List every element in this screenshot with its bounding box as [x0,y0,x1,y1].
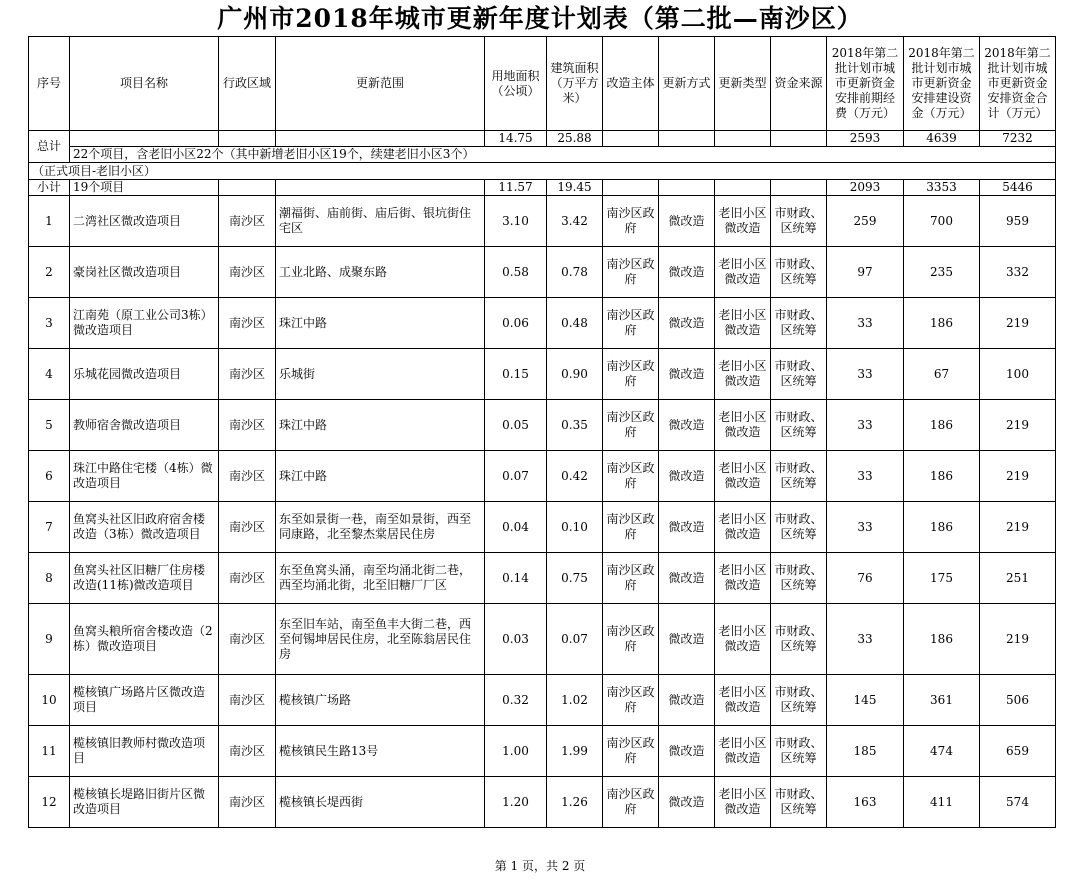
row-total-fund: 100 [980,349,1056,400]
row-construction-fund: 186 [904,298,980,349]
row-fund-source: 市财政、区统筹 [771,400,827,451]
row-district: 南沙区 [219,553,276,604]
row-prelim-fund: 76 [827,553,904,604]
row-total-fund: 506 [980,675,1056,726]
row-type: 老旧小区微改造 [715,675,771,726]
row-land-area: 1.00 [485,726,547,777]
row-prelim-fund: 33 [827,451,904,502]
table-row [29,247,1056,298]
row-total-fund: 219 [980,502,1056,553]
row-subject: 南沙区政府 [603,196,659,247]
row-scope: 珠江中路 [276,451,485,502]
table-row [29,553,1056,604]
row-subject: 南沙区政府 [603,349,659,400]
row-total-fund: 219 [980,451,1056,502]
row-method: 微改造 [659,502,715,553]
row-building-area: 1.02 [547,675,603,726]
row-construction-fund: 175 [904,553,980,604]
row-fund-source: 市财政、区统筹 [771,502,827,553]
total-building-area: 25.88 [547,131,603,147]
row-no: 12 [29,777,70,828]
header-construction-fund: 2018年第二批计划市城市更新资金安排建设资金（万元） [904,37,980,131]
table-row [29,675,1056,726]
row-district: 南沙区 [219,451,276,502]
row-building-area: 0.07 [547,604,603,675]
row-method: 微改造 [659,349,715,400]
header-scope: 更新范围 [276,37,485,131]
row-fund-source: 市财政、区统筹 [771,675,827,726]
row-scope: 榄核镇广场路 [276,675,485,726]
subtotal-land-area: 11.57 [485,180,547,196]
row-no: 1 [29,196,70,247]
row-construction-fund: 411 [904,777,980,828]
row-scope: 珠江中路 [276,400,485,451]
row-fund-source: 市财政、区统筹 [771,604,827,675]
row-name: 榄核镇长堤路旧街片区微改造项目 [70,777,219,828]
row-fund-source: 市财政、区统筹 [771,553,827,604]
row-prelim-fund: 145 [827,675,904,726]
row-district: 南沙区 [219,502,276,553]
row-district: 南沙区 [219,726,276,777]
row-name: 豪岗社区微改造项目 [70,247,219,298]
row-construction-fund: 361 [904,675,980,726]
row-land-area: 0.03 [485,604,547,675]
row-name: 乐城花园微改造项目 [70,349,219,400]
row-land-area: 0.04 [485,502,547,553]
row-type: 老旧小区微改造 [715,726,771,777]
table-row [29,196,1056,247]
row-no: 5 [29,400,70,451]
row-district: 南沙区 [219,247,276,298]
subtotal-construction-fund: 3353 [904,180,980,196]
row-method: 微改造 [659,675,715,726]
row-prelim-fund: 33 [827,298,904,349]
row-construction-fund: 235 [904,247,980,298]
row-district: 南沙区 [219,349,276,400]
row-scope: 东至旧车站，南至鱼丰大街二巷，西至何锡坤居民住房，北至陈翁居民住房 [276,604,485,675]
row-land-area: 1.20 [485,777,547,828]
row-building-area: 0.10 [547,502,603,553]
header-building-area: 建筑面积（万平方米） [547,37,603,131]
row-prelim-fund: 33 [827,604,904,675]
row-type: 老旧小区微改造 [715,604,771,675]
header-prelim-fund: 2018年第二批计划市城市更新资金安排前期经费（万元） [827,37,904,131]
row-district: 南沙区 [219,604,276,675]
plan-table [28,36,1056,828]
row-construction-fund: 186 [904,502,980,553]
row-land-area: 0.07 [485,451,547,502]
row-building-area: 1.26 [547,777,603,828]
row-scope: 潮福街、庙前街、庙后街、银坑街住宅区 [276,196,485,247]
row-no: 6 [29,451,70,502]
header-subject: 改造主体 [603,37,659,131]
row-scope: 东至如景街一巷，南至如景街，西至同康路，北至黎杰棠居民住房 [276,502,485,553]
row-prelim-fund: 259 [827,196,904,247]
page-footer: 第 1 页，共 2 页 [494,859,586,873]
row-type: 老旧小区微改造 [715,349,771,400]
row-method: 微改造 [659,777,715,828]
row-land-area: 0.14 [485,553,547,604]
row-prelim-fund: 33 [827,400,904,451]
row-subject: 南沙区政府 [603,726,659,777]
row-total-fund: 219 [980,298,1056,349]
total-prelim-fund: 2593 [827,131,904,147]
header-land-area: 用地面积（公顷） [485,37,547,131]
total-note-row [29,147,1056,163]
row-method: 微改造 [659,196,715,247]
row-building-area: 3.42 [547,196,603,247]
section-row [29,163,1056,180]
header-total-fund: 2018年第二批计划市城市更新资金安排资金合计（万元） [980,37,1056,131]
table-row [29,777,1056,828]
row-building-area: 0.35 [547,400,603,451]
row-subject: 南沙区政府 [603,502,659,553]
row-land-area: 3.10 [485,196,547,247]
row-district: 南沙区 [219,777,276,828]
row-subject: 南沙区政府 [603,553,659,604]
row-district: 南沙区 [219,400,276,451]
subtotal-prelim-fund: 2093 [827,180,904,196]
row-type: 老旧小区微改造 [715,553,771,604]
row-land-area: 0.32 [485,675,547,726]
row-subject: 南沙区政府 [603,400,659,451]
row-type: 老旧小区微改造 [715,196,771,247]
row-type: 老旧小区微改造 [715,451,771,502]
row-land-area: 0.58 [485,247,547,298]
subtotal-building-area: 19.45 [547,180,603,196]
table-row [29,400,1056,451]
row-fund-source: 市财政、区统筹 [771,196,827,247]
row-name: 二湾社区微改造项目 [70,196,219,247]
row-land-area: 0.06 [485,298,547,349]
row-no: 10 [29,675,70,726]
row-name: 鱼窝头粮所宿舍楼改造（2栋）微改造项目 [70,604,219,675]
total-total-fund: 7232 [980,131,1056,147]
row-construction-fund: 186 [904,451,980,502]
row-total-fund: 332 [980,247,1056,298]
row-type: 老旧小区微改造 [715,502,771,553]
row-type: 老旧小区微改造 [715,247,771,298]
row-prelim-fund: 33 [827,502,904,553]
total-label: 总计 [29,131,70,163]
row-no: 11 [29,726,70,777]
header-no: 序号 [29,37,70,131]
row-name: 教师宿舍微改造项目 [70,400,219,451]
table-row [29,298,1056,349]
row-district: 南沙区 [219,196,276,247]
row-total-fund: 959 [980,196,1056,247]
row-fund-source: 市财政、区统筹 [771,451,827,502]
table-row [29,349,1056,400]
row-type: 老旧小区微改造 [715,298,771,349]
row-scope: 榄核镇长堤西街 [276,777,485,828]
row-scope: 榄核镇民生路13号 [276,726,485,777]
row-construction-fund: 474 [904,726,980,777]
row-district: 南沙区 [219,298,276,349]
total-construction-fund: 4639 [904,131,980,147]
row-no: 8 [29,553,70,604]
row-no: 2 [29,247,70,298]
header-district: 行政区域 [219,37,276,131]
row-name: 鱼窝头社区旧糖厂住房楼改造(11栋)微改造项目 [70,553,219,604]
row-no: 3 [29,298,70,349]
total-note: 22个项目，含老旧小区22个（其中新增老旧小区19个，续建老旧小区3个） [70,147,1056,163]
header-type: 更新类型 [715,37,771,131]
table-row [29,604,1056,675]
row-name: 榄核镇广场路片区微改造项目 [70,675,219,726]
row-type: 老旧小区微改造 [715,777,771,828]
table-row [29,726,1056,777]
row-name: 榄核镇旧教师村微改造项目 [70,726,219,777]
row-method: 微改造 [659,247,715,298]
page-title: 广州市2018年城市更新年度计划表（第二批—南沙区） [217,4,863,33]
row-construction-fund: 186 [904,400,980,451]
row-subject: 南沙区政府 [603,604,659,675]
row-prelim-fund: 185 [827,726,904,777]
row-construction-fund: 700 [904,196,980,247]
row-type: 老旧小区微改造 [715,400,771,451]
subtotal-label: 小计 [29,180,70,196]
row-total-fund: 574 [980,777,1056,828]
row-fund-source: 市财政、区统筹 [771,247,827,298]
row-prelim-fund: 163 [827,777,904,828]
row-scope: 珠江中路 [276,298,485,349]
row-subject: 南沙区政府 [603,777,659,828]
row-building-area: 0.42 [547,451,603,502]
header-name: 项目名称 [70,37,219,131]
row-land-area: 0.05 [485,400,547,451]
header-method: 更新方式 [659,37,715,131]
row-scope: 乐城街 [276,349,485,400]
row-total-fund: 251 [980,553,1056,604]
header-fund-source: 资金来源 [771,37,827,131]
row-land-area: 0.15 [485,349,547,400]
row-construction-fund: 67 [904,349,980,400]
row-subject: 南沙区政府 [603,675,659,726]
row-building-area: 0.48 [547,298,603,349]
row-no: 9 [29,604,70,675]
row-scope: 东至鱼窝头涌，南至均涌北街二巷，西至均涌北街，北至旧糖厂厂区 [276,553,485,604]
row-subject: 南沙区政府 [603,298,659,349]
row-name: 珠江中路住宅楼（4栋）微改造项目 [70,451,219,502]
row-fund-source: 市财政、区统筹 [771,298,827,349]
row-method: 微改造 [659,298,715,349]
row-fund-source: 市财政、区统筹 [771,349,827,400]
row-total-fund: 659 [980,726,1056,777]
row-name: 江南苑（原工业公司3栋）微改造项目 [70,298,219,349]
row-district: 南沙区 [219,675,276,726]
row-scope: 工业北路、成聚东路 [276,247,485,298]
row-building-area: 0.78 [547,247,603,298]
row-total-fund: 219 [980,400,1056,451]
row-name: 鱼窝头社区旧政府宿舍楼改造（3栋）微改造项目 [70,502,219,553]
row-building-area: 0.90 [547,349,603,400]
table-row [29,451,1056,502]
row-building-area: 0.75 [547,553,603,604]
subtotal-count: 19个项目 [70,180,219,196]
row-method: 微改造 [659,604,715,675]
header-row [29,37,1056,131]
row-subject: 南沙区政府 [603,451,659,502]
table-row [29,502,1056,553]
row-fund-source: 市财政、区统筹 [771,777,827,828]
row-method: 微改造 [659,400,715,451]
row-method: 微改造 [659,726,715,777]
row-subject: 南沙区政府 [603,247,659,298]
subtotal-total-fund: 5446 [980,180,1056,196]
row-total-fund: 219 [980,604,1056,675]
subtotal-row [29,180,1056,196]
row-prelim-fund: 97 [827,247,904,298]
row-method: 微改造 [659,451,715,502]
total-row [29,131,1056,147]
row-no: 4 [29,349,70,400]
row-prelim-fund: 33 [827,349,904,400]
row-no: 7 [29,502,70,553]
row-method: 微改造 [659,553,715,604]
row-building-area: 1.99 [547,726,603,777]
section-label: （正式项目-老旧小区） [29,163,1056,180]
row-fund-source: 市财政、区统筹 [771,726,827,777]
total-land-area: 14.75 [485,131,547,147]
row-construction-fund: 186 [904,604,980,675]
